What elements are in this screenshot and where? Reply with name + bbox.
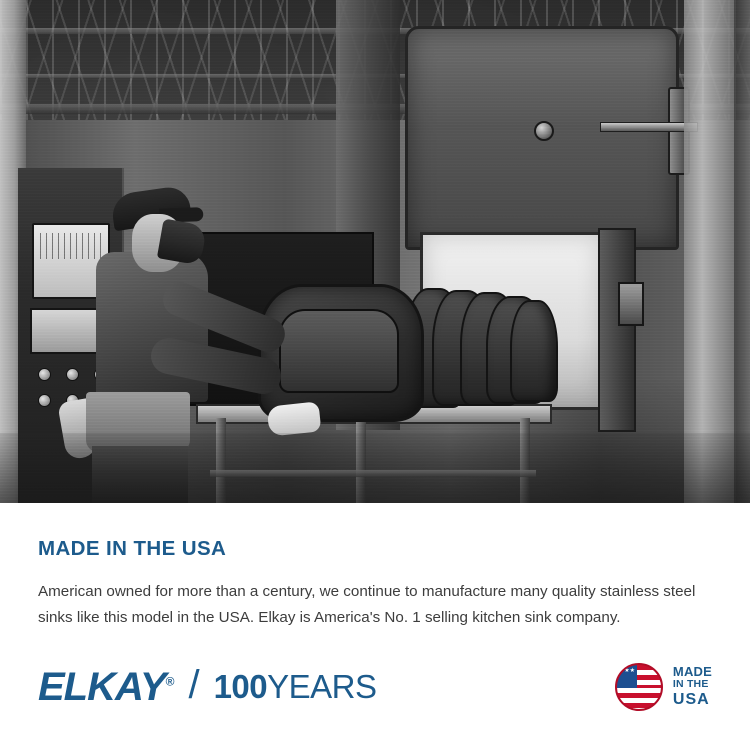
made-in-usa-badge xyxy=(615,663,712,711)
right-wall-pillar xyxy=(684,0,736,503)
furnace-latch xyxy=(618,282,644,326)
body-paragraph: American owned for more than a century, we continue to manufacture many quality stainless steel sinks like this model in the USA. Elkay is America's No. 1 selling kitchen sink company. xyxy=(38,583,696,627)
registered-trademark-icon: ® xyxy=(165,674,175,689)
flag-canton xyxy=(617,665,637,688)
usa-flag-seal-icon xyxy=(615,663,663,711)
badge-line-1: MADE xyxy=(672,663,712,679)
elkay-wordmark xyxy=(38,665,174,710)
flag-stripes-bottom xyxy=(617,688,661,709)
anniversary-mark xyxy=(214,668,377,706)
worker-torso xyxy=(96,252,208,402)
sink-blank xyxy=(510,300,558,402)
anniversary-number: 100 xyxy=(213,668,268,705)
right-edge-column xyxy=(734,0,750,503)
control-knob xyxy=(38,368,51,381)
furnace-door-bolt xyxy=(534,121,554,141)
control-knob xyxy=(66,368,79,381)
anniversary-word: YEARS xyxy=(267,668,377,705)
made-in-usa-text xyxy=(673,665,712,709)
page-title: MADE IN THE USA xyxy=(38,537,227,560)
brand-lockup xyxy=(38,662,377,710)
factory-floor xyxy=(0,433,750,503)
worker-glove xyxy=(267,401,322,436)
badge-line-2: IN THE xyxy=(672,678,709,691)
flag-stripes-top xyxy=(637,665,661,688)
furnace-frame xyxy=(598,228,636,432)
footer xyxy=(0,632,750,750)
badge-line-3: USA xyxy=(672,691,710,709)
brand-divider: / xyxy=(188,662,200,707)
formed-sink-basin xyxy=(258,284,424,422)
furnace-door xyxy=(405,26,679,250)
control-knob xyxy=(38,394,51,407)
elkay-wordmark-text: ELKAY xyxy=(38,664,166,709)
text-block xyxy=(0,503,750,631)
